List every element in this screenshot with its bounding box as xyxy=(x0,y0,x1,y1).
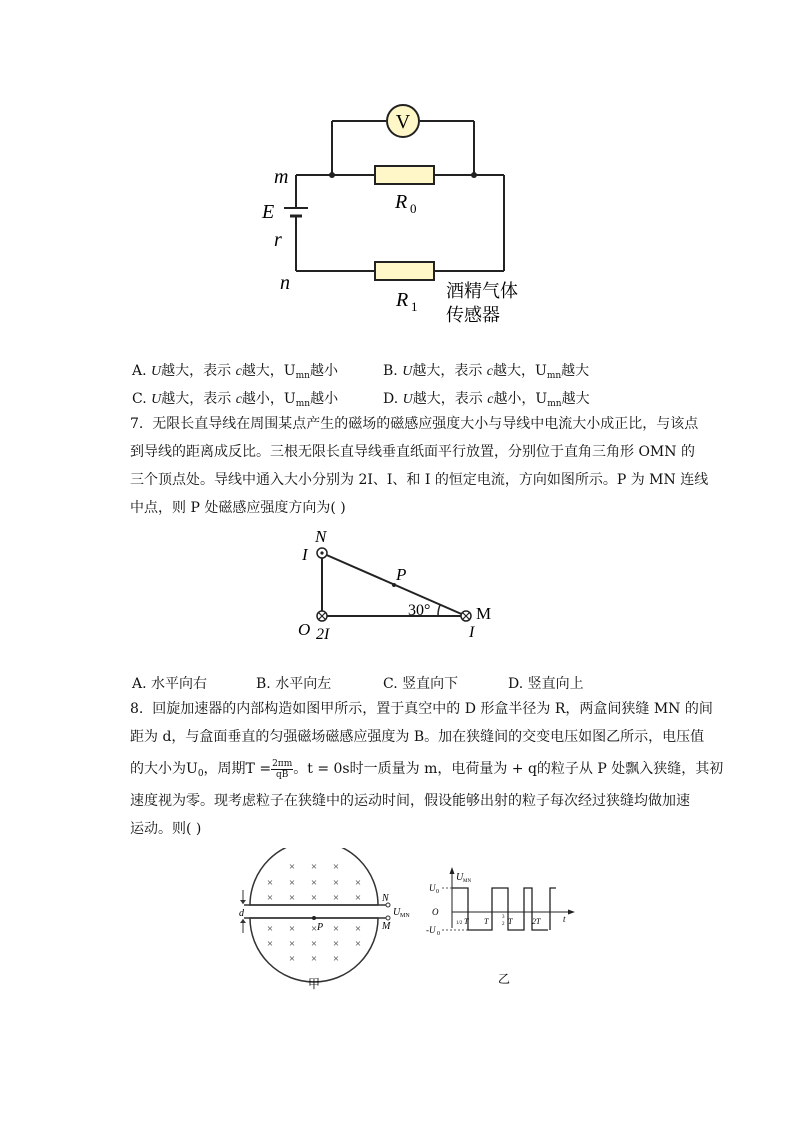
svg-text:×: × xyxy=(310,892,318,904)
label-r0: R xyxy=(395,191,408,213)
svg-text:×: × xyxy=(310,953,318,965)
label-2i: 2I xyxy=(316,626,330,643)
label-u0-sub: 0 xyxy=(436,889,439,895)
q6-option-a: A. U越大，表示 c越大，$U_{mn}$越小 xyxy=(132,363,338,381)
triangle-diagram xyxy=(290,525,520,645)
resistor-r0 xyxy=(375,166,434,184)
q7-option-a: A. 水平向右 xyxy=(132,676,208,692)
label-i-m: I xyxy=(469,624,475,641)
circuit-diagram xyxy=(240,95,560,340)
label-2t: 2T xyxy=(532,917,541,926)
caption-jia: 甲 xyxy=(307,977,321,991)
svg-text:×: × xyxy=(288,861,296,873)
q7-line-2: 到导线的距离成反比。三根无限长直导线垂直纸面平行放置，分别位于直角三角形 OMN 的 xyxy=(130,444,695,460)
svg-text:×: × xyxy=(332,861,340,873)
svg-text:×: × xyxy=(332,923,340,935)
label-r1: R xyxy=(396,289,409,311)
label-t: T xyxy=(484,917,489,926)
q7-option-d: D. 竖直向上 xyxy=(508,676,584,692)
label-n: N xyxy=(382,893,389,904)
q6-option-c: C. U越大，表示 c越小，$U_{mn}$越小 xyxy=(132,391,339,409)
label-r: r xyxy=(274,229,282,251)
sensor-label-1: 酒精气体 xyxy=(446,281,518,301)
label-e: E xyxy=(262,201,275,223)
svg-text:×: × xyxy=(288,877,296,889)
label-p: P xyxy=(396,565,407,584)
sensor-label-2: 传感器 xyxy=(446,305,500,325)
label-u: U xyxy=(393,907,401,918)
label-u-axis-sub: MN xyxy=(463,879,472,884)
q7-number: 7. xyxy=(130,416,144,432)
q8-number: 8. xyxy=(130,701,144,717)
label-m: M xyxy=(382,921,391,932)
svg-text:×: × xyxy=(311,923,318,935)
label-r1-sub: 1 xyxy=(411,299,418,314)
label-p: P xyxy=(317,922,324,933)
svg-text:×: × xyxy=(288,953,296,965)
q7-line-3: 三个顶点处。导线中通入大小分别为 2I、I、和 I 的恒定电流，方向如图所示。P 为 MN 连线 xyxy=(130,472,709,488)
q7-option-b: B. 水平向左 xyxy=(256,676,332,692)
label-three: 3 xyxy=(502,915,505,920)
q8-line-3: 的大小为$U_0$，周期T = $\frac{2\pi m}{qB}$ 。t = 0s时一质量为 m，电荷量为 + q的粒子从 P 处飘入狭缝，其初 xyxy=(130,758,724,780)
resistor-r1 xyxy=(375,262,434,280)
label-o: O xyxy=(298,620,311,639)
svg-text:×: × xyxy=(332,877,340,889)
label-n: N xyxy=(315,527,327,546)
voltmeter-label: V xyxy=(395,111,411,133)
q7-option-c: C. 竖直向下 xyxy=(383,676,459,692)
svg-text:×: × xyxy=(266,877,274,889)
label-r0-sub: 0 xyxy=(410,201,417,216)
label-three-half-t: T xyxy=(508,917,513,926)
q8-line-5: 运动。则( ) xyxy=(130,821,202,837)
q8-line-1: 8. 回旋加速器的内部构造如图甲所示，置于真空中的 D 形盒半径为 R，两盒间狭缝 MN 的间 xyxy=(130,701,713,717)
label-angle: 30° xyxy=(408,602,431,619)
label-neg-u0-sub: 0 xyxy=(437,931,440,937)
svg-text:×: × xyxy=(354,923,362,935)
svg-text:×: × xyxy=(266,923,274,935)
label-u-sub: MN xyxy=(400,913,410,919)
svg-text:×: × xyxy=(354,877,362,889)
svg-text:×: × xyxy=(288,923,296,935)
label-t-axis: t xyxy=(563,914,566,924)
q7-line-1: 7. 无限长直导线在周围某点产生的磁场的磁感应强度大小与导线中电流大小成正比，与该点 xyxy=(130,416,699,432)
q7-line-4: 中点，则 P 处磁感应强度方向为( ) xyxy=(130,500,346,516)
svg-text:×: × xyxy=(332,938,340,950)
label-u-axis: U xyxy=(456,872,464,883)
svg-text:×: × xyxy=(332,953,340,965)
q6-option-b: B. U越大，表示 c越大，$U_{mn}$越大 xyxy=(383,363,590,381)
label-two: 2 xyxy=(502,922,505,927)
label-half-frac: 1/2 xyxy=(456,921,463,926)
cyclotron-diagram xyxy=(230,848,430,996)
label-d: d xyxy=(239,908,244,919)
label-neg-u0: -U xyxy=(426,925,436,935)
label-m: M xyxy=(476,604,492,623)
caption-yi: 乙 xyxy=(497,972,511,986)
label-m: m xyxy=(274,166,289,188)
svg-text:×: × xyxy=(288,938,296,950)
q8-line-4: 速度视为零。现考虑粒子在狭缝中的运动时间，假设能够出射的粒子每次经过狭缝均做加速 xyxy=(130,793,690,809)
svg-text:×: × xyxy=(310,861,318,873)
svg-text:×: × xyxy=(288,892,296,904)
label-u0: U xyxy=(429,883,436,893)
label-origin: O xyxy=(432,907,439,917)
q8-line-2: 距为 d，与盒面垂直的匀强磁场磁感应强度为 B。加在狭缝间的交变电压如图乙所示，电压值 xyxy=(130,729,705,745)
label-n: n xyxy=(280,272,290,294)
svg-text:×: × xyxy=(310,938,318,950)
label-i-n: I xyxy=(302,545,308,564)
svg-text:×: × xyxy=(354,892,362,904)
voltage-graph xyxy=(420,862,580,992)
svg-text:×: × xyxy=(266,892,274,904)
svg-text:×: × xyxy=(310,877,318,889)
svg-text:×: × xyxy=(266,938,274,950)
label-half-t: T xyxy=(464,917,469,926)
q6-option-d: D. U越大，表示 c越小，$U_{mn}$越大 xyxy=(383,391,590,409)
svg-text:×: × xyxy=(332,892,340,904)
svg-text:×: × xyxy=(354,938,362,950)
period-fraction: $\frac{2\pi m}{qB}$ xyxy=(272,758,293,780)
